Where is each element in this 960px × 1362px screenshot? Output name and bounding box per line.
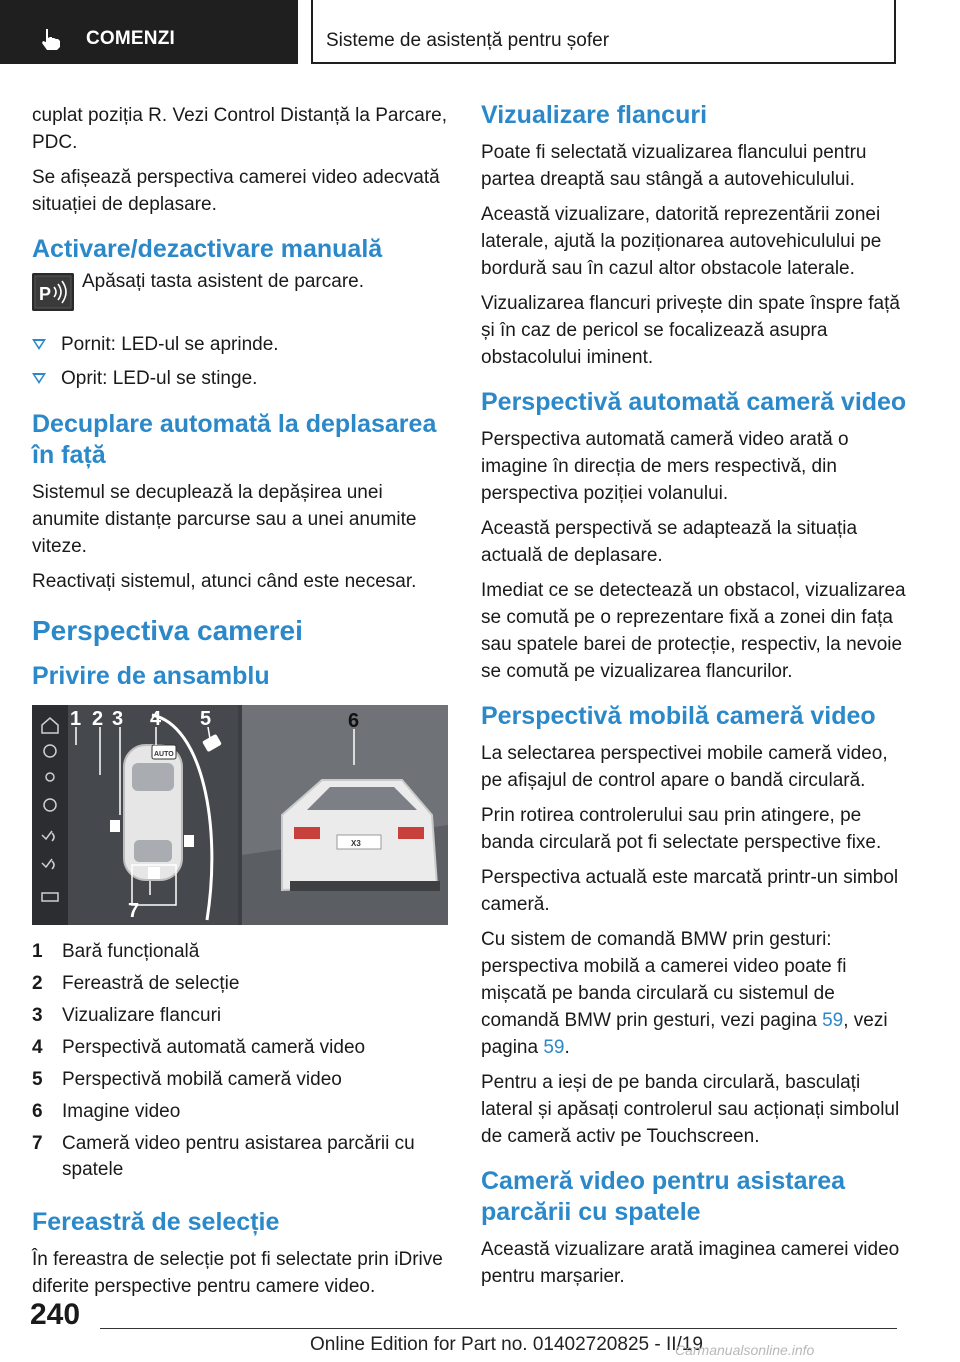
legend-item: 1 Bară funcțională (32, 941, 200, 962)
rear-bumper (290, 881, 440, 891)
paragraph: La selectarea perspectivei mobile cameră video, pe afișajul de control apare o bandă circulară. (481, 743, 888, 791)
page-number: 240 (30, 1298, 81, 1331)
paragraph: Această vizualizare arată imaginea camerei video pentru marșarier. (481, 1239, 900, 1287)
key-instruction-text: Apăsați tasta asistent de parcare. (82, 271, 364, 292)
heading-camera: Cameră video pentru asistarea parcării cu spatele (481, 1167, 846, 1226)
paragraph: Reactivați sistemul, atunci când este necesar. (32, 571, 417, 592)
paragraph: Perspectiva automată cameră video arată o imagine în direcția de mers respectivă, din perspectiva poziției volanului. (481, 429, 849, 504)
chapter-title: Sisteme de asistență pentru șofer (326, 30, 610, 51)
legend-item: 2 Fereastră de selecție (32, 973, 240, 994)
legend-item: 3 Vizualizare flancuri (32, 1005, 222, 1026)
bullet-list (32, 331, 452, 393)
callout-5: 5 (200, 708, 212, 730)
paragraph-gestures: Cu sistem de comandă BMW prin gesturi: perspectiva mobilă a camerei video poate fi mișcată pe banda circulară cu sistemul de comandă BMW prin gesturi, vezi pagina 59, vezi pagina 59. (481, 929, 888, 1058)
paragraph: Prin rotirea controlerului sau prin atingere, pe banda circulară pot fi selectate perspective fixe. (481, 805, 882, 853)
callout-2: 2 (92, 708, 104, 730)
rear-camera-symbol (148, 867, 160, 879)
section-label: COMENZI (86, 28, 176, 49)
windshield (132, 763, 174, 791)
left-tail-light (294, 827, 320, 839)
callout-4: 4 (150, 708, 162, 730)
paragraph: cuplat poziția R. Vezi Control Distanță la Parcare, PDC. (32, 105, 448, 153)
heading-privire: Privire de ansamblu (32, 662, 270, 690)
camera-display-figure (32, 705, 448, 925)
car-rear-logo: X3 (351, 839, 361, 848)
page-header (0, 0, 960, 66)
heading-manual: Activare/dezactivare manuală (32, 235, 383, 263)
list-item: Oprit: LED-ul se stinge. (32, 365, 452, 393)
page-link[interactable]: 59 (543, 1037, 565, 1058)
triangle-bullet-icon (32, 373, 46, 384)
function-bar (32, 705, 68, 925)
paragraph: Vizualizarea flancuri privește din spate înspre față și în caz de pericol se focalizează asupra obstacolului iminent. (481, 293, 900, 368)
left-column (32, 100, 452, 1308)
heading-flancuri: Vizualizare flancuri (481, 101, 708, 129)
legend-item: 5 Perspectivă mobilă cameră video (32, 1069, 342, 1090)
triangle-bullet-icon (32, 339, 46, 350)
paragraph: Pentru a ieși de pe banda circulară, basculați lateral și apăsați controlerul sau acționați simbolul de cameră activ pe Touchscreen. (481, 1072, 900, 1147)
heading-decuplare: Decuplare automată la deplasarea în față (32, 410, 437, 469)
list-item: Pornit: LED-ul se aprinde. (32, 331, 452, 359)
figure-legend (32, 939, 452, 1183)
heading-fereastra: Fereastră de selecție (32, 1208, 280, 1236)
legend-item: 7 Cameră video pentru asistarea parcării cu spatele (32, 1133, 415, 1180)
paragraph: Această perspectivă se adaptează la situația actuală de deplasare. (481, 518, 858, 566)
callout-7: 7 (128, 900, 140, 922)
page-link[interactable]: 59 (822, 1010, 844, 1031)
callout-1: 1 (70, 708, 82, 730)
svg-text:P: P (39, 284, 52, 304)
paragraph: Poate fi selectată vizualizarea flancului pentru partea dreaptă sau stângă a autovehiculului. (481, 142, 867, 190)
legend-item: 6 Imagine video (32, 1101, 181, 1122)
hand-tap-icon (38, 27, 64, 51)
callout-3: 3 (112, 708, 124, 730)
paragraph: Sistemul se decuplează la depășirea unei anumite distanțe parcurse sau a unei anumite viteze. (32, 482, 417, 557)
paragraph: Această vizualizare, datorită reprezentării zonei laterale, ajută la poziționarea autovehiculului pe bordură sau în cazul altor obstacole laterale. (481, 204, 882, 279)
parking-assist-key-icon (32, 273, 74, 311)
paragraph: Se afișează perspectiva camerei video adecvată situației de deplasare. (32, 167, 440, 215)
camera-display-illustration (32, 705, 448, 925)
edition-text: Online Edition for Part no. 01402720825 - II/19 (310, 1334, 703, 1355)
rear-window (134, 840, 172, 862)
legend-item: 4 Perspectivă automată cameră video (32, 1037, 366, 1058)
heading-automata: Perspectivă automată cameră video (481, 388, 907, 416)
left-flank-camera (110, 820, 120, 832)
callout-6: 6 (348, 710, 360, 732)
heading-mobila: Perspectivă mobilă cameră video (481, 702, 876, 730)
paragraph: Imediat ce se detectează un obstacol, vizualizarea se comută pe o reprezentare fixă a zonei din fața sau spatele barei de protecție, respectiv, la nevoie se comută pe vizualizarea flancurilor. (481, 580, 906, 682)
paragraph: Perspectiva actuală este marcată printr-un simbol cameră. (481, 867, 899, 915)
right-tail-light (398, 827, 424, 839)
footer-divider (100, 1328, 897, 1329)
watermark: Carmanualsonline.info (675, 1342, 815, 1358)
key-instruction (32, 273, 452, 321)
right-column (481, 100, 907, 1298)
auto-label: AUTO (154, 751, 174, 758)
heading-perspectiva: Perspectiva camerei (32, 615, 303, 646)
right-flank-camera (184, 835, 194, 847)
paragraph: În fereastra de selecție pot fi selectate prin iDrive diferite perspective pentru camere video. (32, 1249, 443, 1297)
